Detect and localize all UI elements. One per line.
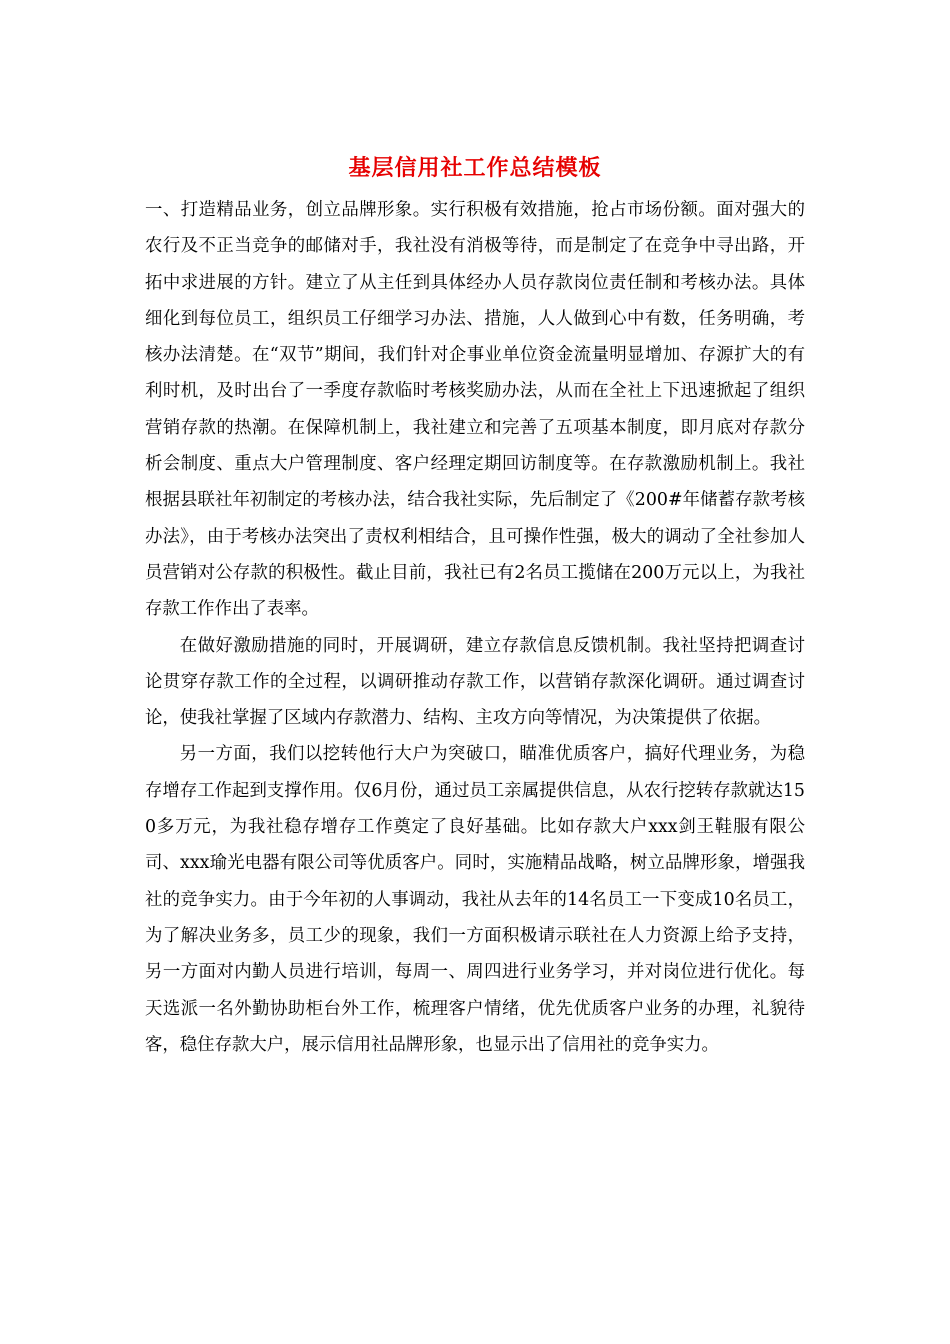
document-body — [145, 192, 805, 1063]
document-title: 基层信用社工作总结模板 — [348, 155, 602, 181]
paragraph-3: 另一方面，我们以挖转他行大户为突破口，瞄准优质客户，搞好代理业务，为稳存增存工作起到支撑作用。仅6月份，通过员工亲属提供信息，从农行挖转存款就达150多万元，为我社稳存增存工作奠定了良好基础。比如存款大户xxx剑王鞋服有限公司、xxx瑜光电器有限公司等优质客户。同时，实施精品战略，树立品牌形象，增强我社的竞争实力。由于今年初的人事调动，我社从去年的14名员工一下变成10名员工，为了解决业务多，员工少的现象，我们一方面积极请示联社在人力资源上给予支持，另一方面对内勤人员进行培训，每周一、周四进行业务学习，并对岗位进行优化。每天选派一名外勤协助柜台外工作，梳理客户情绪，优先优质客户业务的办理，礼貌待客，稳住存款大户，展示信用社品牌形象，也显示出了信用社的竞争实力。 — [145, 744, 805, 1055]
paragraph-2: 在做好激励措施的同时，开展调研，建立存款信息反馈机制。我社坚持把调查讨论贯穿存款工作的全过程，以调研推动存款工作，以营销存款深化调研。通过调查讨论，使我社掌握了区域内存款潜力、结构、主攻方向等情况，为决策提供了依据。 — [145, 635, 805, 729]
paragraph-1: 一、打造精品业务，创立品牌形象。实行积极有效措施，抢占市场份额。面对强大的农行及不正当竞争的邮储对手，我社没有消极等待，而是制定了在竞争中寻出路，开拓中求进展的方针。建立了从主任到具体经办人员存款岗位责任制和考核办法。具体细化到每位员工，组织员工仔细学习办法、措施，人人做到心中有数，任务明确，考核办法清楚。在“双节”期间，我们针对企事业单位资金流量明显增加、存源扩大的有利时机，及时出台了一季度存款临时考核奖励办法，从而在全社上下迅速掀起了组织营销存款的热潮。在保障机制上，我社建立和完善了五项基本制度，即月底对存款分析会制度、重点大户管理制度、客户经理定期回访制度等。在存款激励机制上。我社根据县联社年初制定的考核办法，结合我社实际，先后制定了《200#年储蓄存款考核办法》，由于考核办法突出了责权利相结合，且可操作性强，极大的调动了全社参加人员营销对公存款的积极性。截止目前，我社已有2名员工揽储在200万元以上，为我社存款工作作出了表率。 — [145, 200, 805, 620]
